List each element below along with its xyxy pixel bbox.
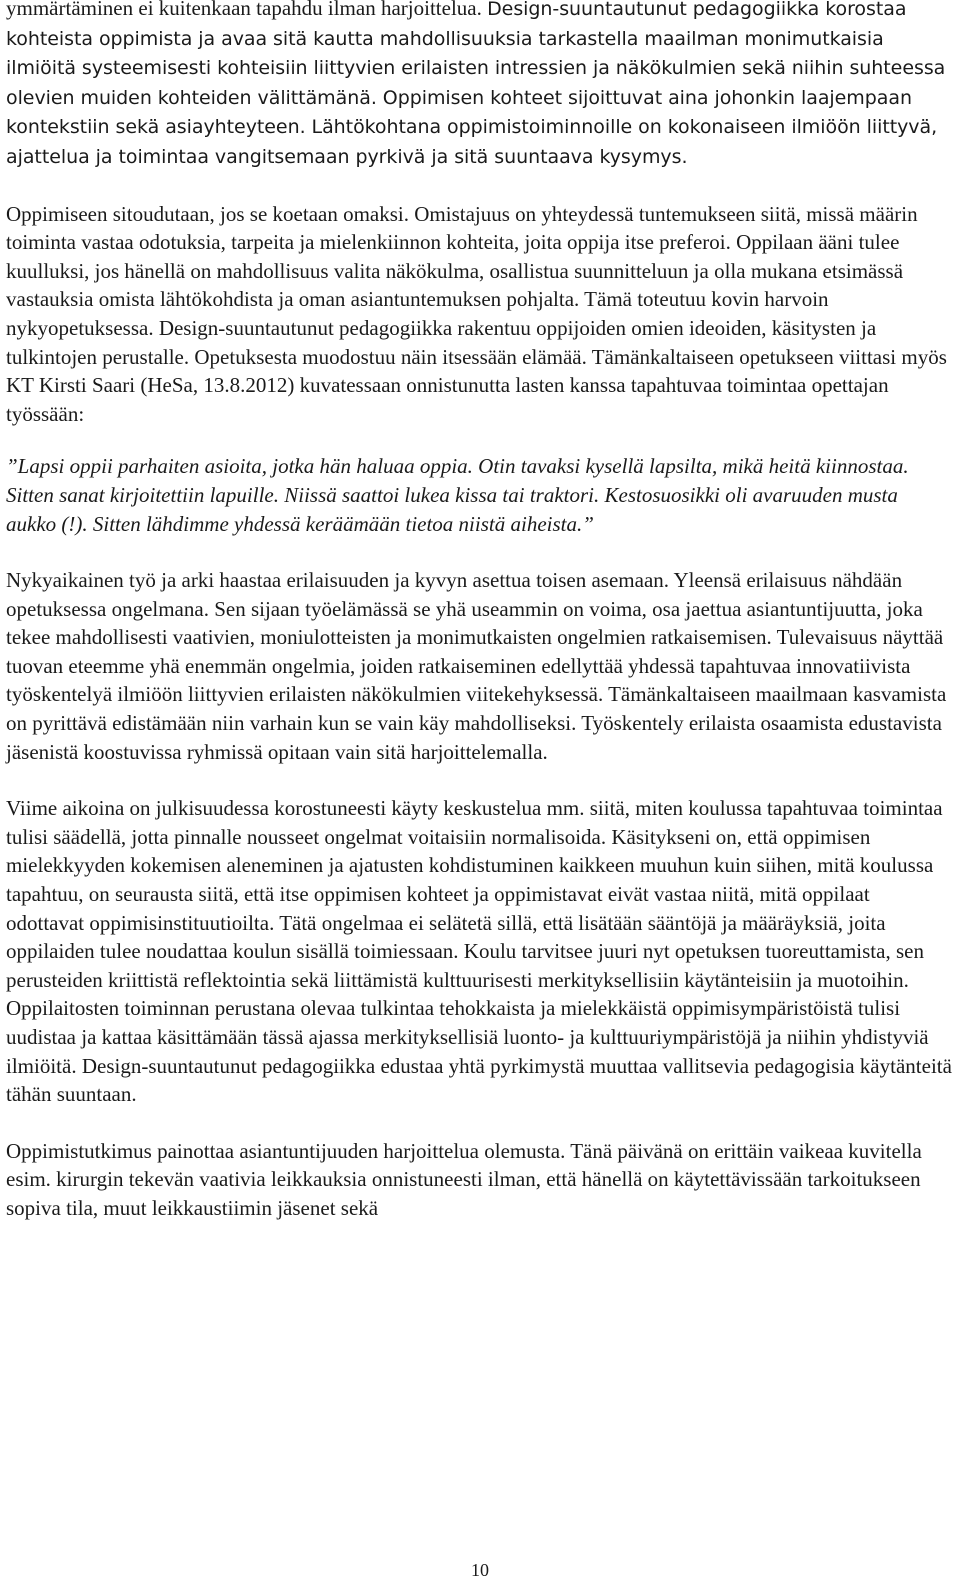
paragraph-4 [6,566,952,766]
paragraph-1-serif-lead: ymmärtäminen ei kuitenkaan tapahdu ilman harjoittelua. [6,0,488,20]
paragraph-2-text: Oppimiseen sitoudutaan, jos se koetaan omaksi. Omistajuus on yhteydessä tuntemukseen siitä, missä määrin toiminta vastaa odotuksia, tarpeita ja mielenkiinnon kohteita, joita oppija itse preferoi. Oppilaan ääni tulee kuulluksi, jos hänellä on mahdollisuus valita näkökulma, osallistua suunnitteluun ja olla mukana etsimässä vastauksia omista lähtökohdista ja oman asiantuntemuksen pohjalta. Tämä toteutuu kovin harvoin nykyopetuksessa. Design-suuntautunut pedagogiikka rakentuu oppijoiden omien ideoiden, käsitysten ja tulkintojen perustalle. Opetuksesta muodostuu näin itsessään elämää. Tämänkaltaiseen opetukseen viittasi myös KT Kirsti Saari (HeSa, 13.8.2012) kuvatessaan onnistunutta lasten kanssa tapahtuvaa toimintaa opettajan työssään: [6,201,947,426]
paragraph-4-text: Nykyaikainen työ ja arki haastaa erilaisuuden ja kyvyn asettua toisen asemaan. Yleensä erilaisuus nähdään opetuksessa ongelmana. Sen sijaan työelämässä se yhä useammin on voima, osa jaettua asiantuntijuutta, joka tekee mahdollisesti vaativien, moniulotteisten ja monimutkaisten ongelmien ratkaisemisen. Tulevaisuus näyttää tuovan eteemme yhä enemmän ongelmia, joiden ratkaiseminen edellyttää yhdessä tapahtuvaa innovatiivista työskentelyä ilmiöön liittyvien erilaisten näkökulmien viitekehyksessä. Tämänkaltaiseen maailmaan kasvamista on pyrittävä edistämään niin varhain kun se vain käy mahdolliseksi. Työskentely erilaista osaamista edustavista jäsenistä koostuvissa ryhmissä opitaan vain sitä harjoittelemalla. [6,568,947,764]
paragraph-2 [6,200,952,429]
paragraph-1-sans-text: Design-suuntautunut pedagogiikka korostaa kohteista oppimista ja avaa sitä kautta mahdollisuuksia tarkastella maailman monimutkaisia ilmiöitä systeemisesti kohteisiin liittyvien erilaisten intressien ja näkökulmien sekä niihin suhteessa olevien muiden kohteiden välittämänä. Oppimisen kohteet sijoittuvat aina johonkin laajempaan kontekstiin sekä asiayhteyteen. Lähtökohtana oppimistoiminnoille on kokonaiseen ilmiöön liittyvä, ajattelua ja toimintaa vangitsemaan pyrkivä ja sitä suuntaava kysymys. [6,0,946,168]
paragraph-6-text: Oppimistutkimus painottaa asiantuntijuuden harjoittelua olemusta. Tänä päivänä on erittäin vaikeaa kuvitella esim. kirurgin tekevän vaativia leikkauksia onnistuneesti ilman, että hänellä on käytettävissään tarkoitukseen sopiva tila, muut leikkaustiimin jäsenet sekä [6,1138,922,1220]
paragraph-1 [6,0,952,172]
quote-paragraph [6,452,952,538]
document-page [6,0,952,1223]
quote-text: ”Lapsi oppii parhaiten asioita, jotka hän haluaa oppia. Otin tavaksi kysellä lapsilta, mikä heitä kiinnostaa. Sitten sanat kirjoitettiin lapuille. Niissä saattoi lukea kissa tai traktori. Kestosuosikki oli avaruuden musta aukko (!). Sitten lähdimme yhdessä keräämään tietoa niistä aiheista.” [6,454,909,536]
page-number: 10 [471,1560,489,1580]
paragraph-5-text: Viime aikoina on julkisuudessa korostuneesti käyty keskustelua mm. siitä, miten koulussa tapahtuvaa toimintaa tulisi säädellä, jotta pinnalle nousseet ongelmat voitaisiin normalisoida. Käsitykseni on, että oppimisen mielekkyyden kokemisen aleneminen ja ajatusten kohdistuminen kaikkeen muuhun kuin siihen, mitä koulussa tapahtuu, on seurausta siitä, että itse oppimisen kohteet ja oppimistavat eivät vastaa niitä, mitä oppilaat odottavat oppimisinstituutioilta. Tätä ongelmaa ei selätetä sillä, että lisätään sääntöjä ja määräyksiä, joita oppilaiden tulee noudattaa koulun sisällä toimiessaan. Koulu tarvitsee juuri nyt opetuksen tuoreuttamista, sen perusteiden kriittistä reflektointia sekä liittämistä kulttuurisesti merkityksellisiin käytänteisiin ja muotoihin. Oppilaitosten toiminnan perustana olevaa tulkintaa tehokkaista ja mielekkäistä oppimisympäristöistä tulisi uudistaa ja kattaa käsittämään tässä ajassa merkityksellisiä luonto- ja kulttuuriympäristöjä ja niihin yhdistyviä ilmiöitä. Design-suuntautunut pedagogiikka edustaa yhtä pyrkimystä muuttaa vallitsevia pedagogisia käytänteitä tähän suuntaan. [6,796,952,1107]
paragraph-6 [6,1137,952,1223]
paragraph-5 [6,794,952,1109]
